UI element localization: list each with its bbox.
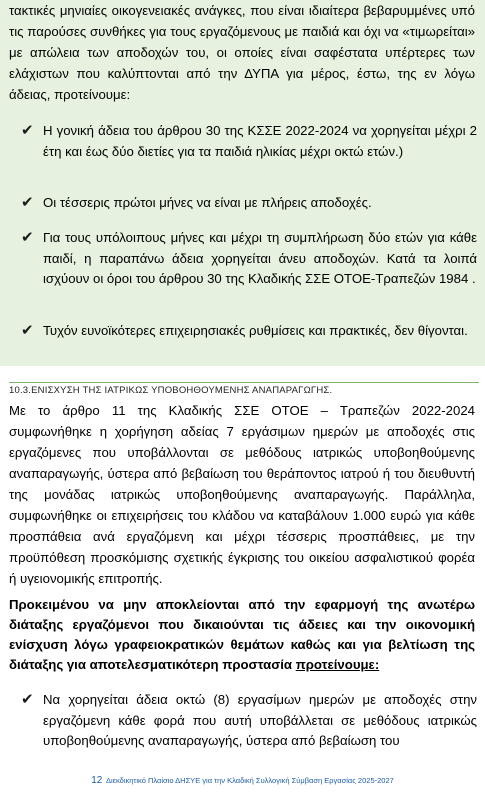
page-number: 12: [91, 775, 103, 786]
proposal-underlined: προτείνουμε:: [295, 657, 380, 672]
section-paragraph: Με το άρθρο 11 της Κλαδικής ΣΣΕ ΟΤΟΕ – Τραπεζών 2022-2024 συμφωνήθηκε η χορήγηση αδείας 7 εργάσιμων ημερών με αποδοχές στις εργαζόμενες που υποβάλλονται σε μεθόδους ιατρικώς υποβοηθούμενης αναπαραγωγής, ύστερα από βεβαίωση του θεράποντος ιατρού ή του διευθυντή της μονάδας ιατρικώς υποβοηθούμενης αναπαραγωγής. Παράλληλα, συμφωνήθηκε οι επιχειρήσεις του κλάδου να καταβάλουν 1.000 ευρώ για κάθε προσπάθεια ανά εργαζόμενη και μέχρι τέσσερις προσπάθειες, με την προϋπόθεση προσκόμισης σχετικής έγκρισης του οικείου ασφαλιστικού φορέα ή υγειονομικής επιτροπής.: [9, 403, 475, 586]
bullet-item: [21, 321, 477, 342]
bullet-item: [21, 121, 477, 162]
bullet-item: [21, 690, 477, 752]
section-heading: 10.3.ΕΝΙΣΧΥΣΗ ΤΗΣ ΙΑΤΡΙΚΩΣ ΥΠΟΒΟΗΘΟΥΜΕΝΗΣ ΑΝΑΠΑΡΑΓΩΓΗΣ.: [9, 382, 479, 396]
checkmark-icon: ✔: [21, 229, 34, 246]
bullet-text: Τυχόν ευνοϊκότερες επιχειρησιακές ρυθμίσεις και πρακτικές, δεν θίγονται.: [43, 323, 468, 338]
checkmark-icon: ✔: [21, 194, 34, 211]
proposal-paragraph: [9, 595, 475, 675]
bullet-text: Οι τέσσερις πρώτοι μήνες να είναι με πλήρεις αποδοχές.: [43, 195, 372, 210]
proposal-text: Προκειμένου να μην αποκλείονται από την εφαρμογή της ανωτέρω διάταξης εργαζόμενοι που δικαιούνται τις άδειες και την οικονομική ενίσχυση λόγω γραφειοκρατικών θεμάτων καθώς και για βελτίωση της διάταξης για αποτελεσματικότερη προστασία: [9, 597, 475, 672]
bullet-item: [21, 228, 477, 290]
bullet-item: [21, 193, 477, 214]
page-footer: [0, 775, 485, 786]
checkmark-icon: ✔: [21, 122, 34, 139]
checkmark-icon: ✔: [21, 322, 34, 339]
intro-paragraph: τακτικές μηνιαίες οικογενειακές ανάγκες, που είναι ιδιαίτερα βεβαρυμμένες υπό τις παρούσες συνθήκες για τους εργαζόμενους με παιδιά και όχι να «τιμωρείται» με απώλεια των αποδοχών του, οι οποίες είναι σαφέστατα υπέρτερες των ελάχιστων που καλύπτονται από την ΔΥΠΑ για μέρος, έστω, της εν λόγω άδειας, προτείνουμε:: [9, 3, 475, 102]
bullet-text: Η γονική άδεια του άρθρου 30 της ΚΣΣΕ 2022-2024 να χορηγείται μέχρι 2 έτη και έως δύο διετίες για τα παιδιά ηλικίας μέχρι οκτώ ετών.): [43, 123, 477, 159]
checkmark-icon: ✔: [21, 691, 34, 708]
bullet-text: Για τους υπόλοιπους μήνες και μέχρι τη συμπλήρωση δύο ετών για κάθε παιδί, η παραπάνω άδεια χορηγείται άνευ αποδοχών. Κατά τα λοιπά ισχύουν οι όροι του άρθρου 30 της Κλαδικής ΣΣΕ ΟΤΟΕ-Τραπεζών 1984 .: [43, 230, 477, 286]
bullet-text: Να χορηγείται άδεια οκτώ (8) εργασίμων ημερών με αποδοχές στην εργαζόμενη κάθε φορά που αυτή υποβάλλεται σε μεθόδους ιατρικώς υποβοηθούμενης αναπαραγωγής, ύστερα από βεβαίωση του: [43, 692, 477, 748]
footer-text: Διεκδικητικό Πλαίσιο ΔΗΣΥΕ για την Κλαδική Συλλογική Σύμβαση Εργασίας 2025-2027: [105, 776, 394, 785]
